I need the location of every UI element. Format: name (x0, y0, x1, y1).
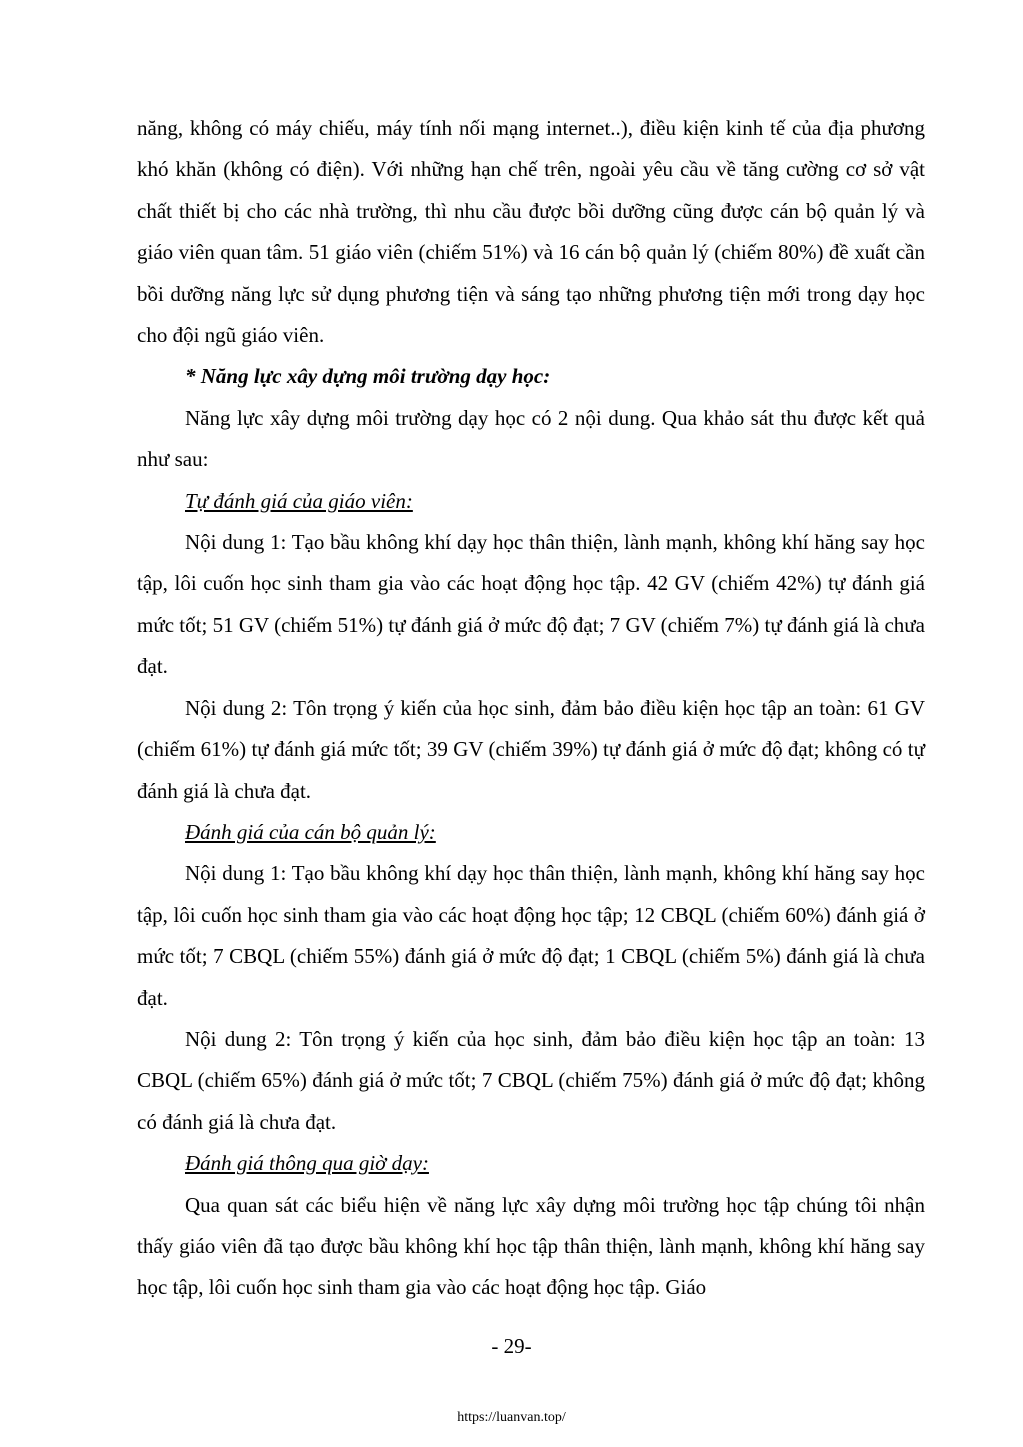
paragraph-manager-content-1: Nội dung 1: Tạo bầu không khí dạy học thân thiện, lành mạnh, không khí hăng say học tập, lôi cuốn học sinh tham gia vào các hoạt động học tập; 12 CBQL (chiếm 60%) đánh giá ở mức tốt; 7 CBQL (chiếm 55%) đánh giá ở mức độ đạt; 1 CBQL (chiếm 5%) đánh giá là chưa đạt. (137, 861, 925, 1010)
footer-url: https://luanvan.top/ (457, 1410, 566, 1425)
subheading-lesson-observation: Đánh giá thông qua giờ dạy: (185, 1151, 429, 1176)
section-heading: * Năng lực xây dựng môi trường dạy học: (185, 364, 551, 389)
paragraph-observation: Qua quan sát các biểu hiện về năng lực xây dựng môi trường học tập chúng tôi nhận thấy giáo viên đã tạo được bầu không khí học tập thân thiện, lành mạnh, không khí hăng say học tập, lôi cuốn học sinh tham gia vào các hoạt động học tập. Giáo (137, 1192, 925, 1300)
subheading-manager-assessment: Đánh giá của cán bộ quản lý: (185, 819, 436, 844)
page-number: - 29- (491, 1334, 532, 1358)
paragraph-intro: Năng lực xây dựng môi trường dạy học có 2 nội dung. Qua khảo sát thu được kết quả như sau: (137, 405, 925, 472)
paragraph-continuation: năng, không có máy chiếu, máy tính nối mạng internet..), điều kiện kinh tế của địa phương khó khăn (không có điện). Với những hạn chế trên, ngoài yêu cầu về tăng cường cơ sở vật chất thiết bị cho các nhà trường, thì nhu cầu được bồi dưỡng cũng được cán bộ quản lý và giáo viên quan tâm. 51 giáo viên (chiếm 51%) và 16 cán bộ quản lý (chiếm 80%) đề xuất cần bồi dưỡng năng lực sử dụng phương tiện và sáng tạo những phương tiện mới trong dạy học cho đội ngũ giáo viên. (137, 116, 925, 348)
document-page (137, 108, 925, 1309)
paragraph-manager-content-2: Nội dung 2: Tôn trọng ý kiến của học sinh, đảm bảo điều kiện học tập an toàn: 13 CBQL (chiếm 65%) đánh giá ở mức tốt; 7 CBQL (chiếm 75%) đánh giá ở mức độ đạt; không có đánh giá là chưa đạt. (137, 1026, 925, 1134)
subheading-teacher-self-assessment: Tự đánh giá của giáo viên: (185, 488, 413, 513)
paragraph-teacher-content-1: Nội dung 1: Tạo bầu không khí dạy học thân thiện, lành mạnh, không khí hăng say học tập, lôi cuốn học sinh tham gia vào các hoạt động học tập. 42 GV (chiếm 42%) tự đánh giá mức tốt; 51 GV (chiếm 51%) tự đánh giá ở mức độ đạt; 7 GV (chiếm 7%) tự đánh giá là chưa đạt. (137, 530, 925, 679)
paragraph-teacher-content-2: Nội dung 2: Tôn trọng ý kiến của học sinh, đảm bảo điều kiện học tập an toàn: 61 GV (chiếm 61%) tự đánh giá mức tốt; 39 GV (chiếm 39%) tự đánh giá ở mức độ đạt; không có tự đánh giá là chưa đạt. (137, 695, 925, 803)
